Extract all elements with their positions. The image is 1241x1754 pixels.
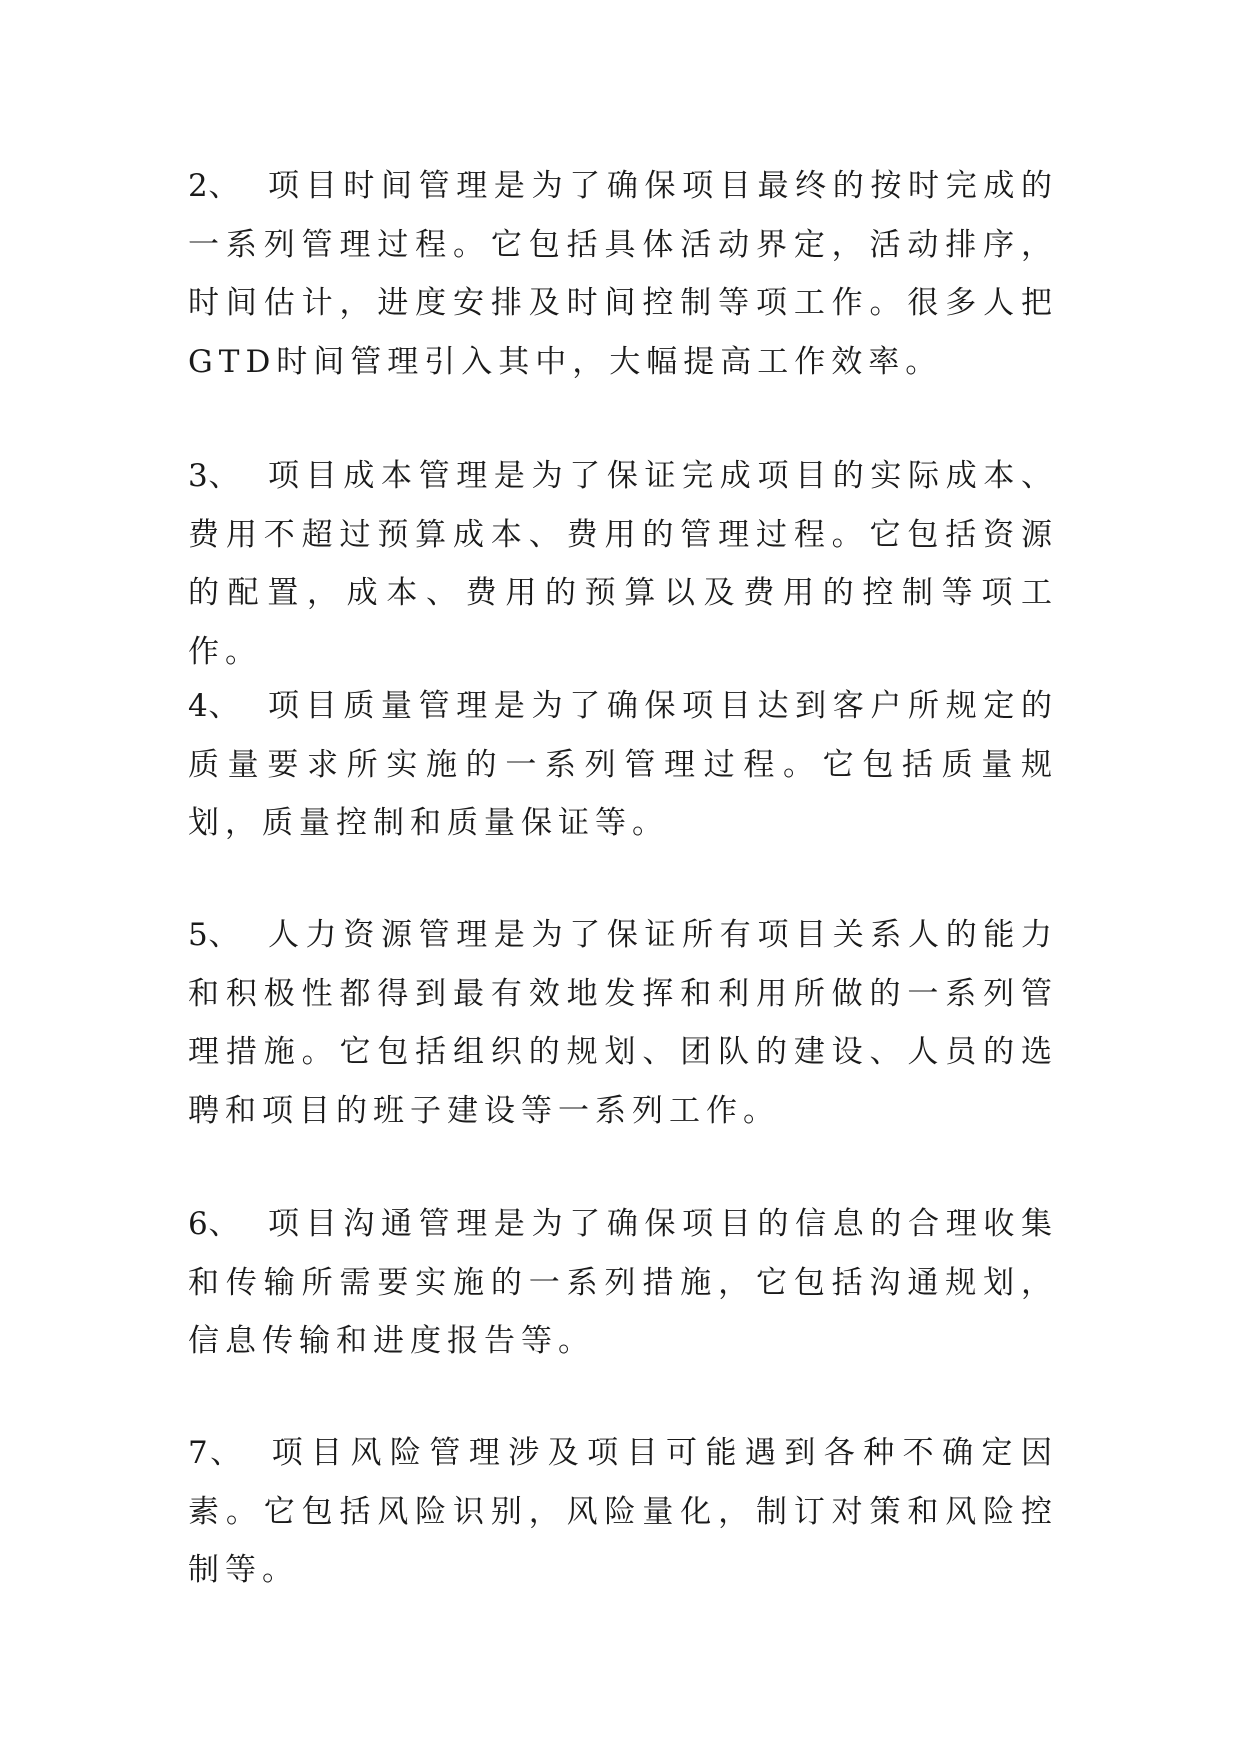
paragraph-text: 项目质量管理是为了确保项目达到客户所规定的质量要求所实施的一系列管理过程。它包括质量规划，质量控制和质量保证等。 [188, 688, 1058, 841]
paragraph-number: 7、 [188, 1435, 244, 1471]
paragraph-text: 项目风险管理涉及项目可能遇到各种不确定因素。它包括风险识别，风险量化，制订对策和风险控制等。 [188, 1435, 1058, 1588]
paragraph-item [188, 1424, 1058, 1600]
paragraph-text: 项目沟通管理是为了确保项目的信息的合理收集和传输所需要实施的一系列措施，它包括沟通规划，信息传输和进度报告等。 [188, 1206, 1058, 1359]
paragraph-item [188, 447, 1058, 681]
paragraph-text: 项目时间管理是为了确保项目最终的按时完成的一系列管理过程。它包括具体活动界定，活动排序，时间估计，进度安排及时间控制等项工作。很多人把GTD时间管理引入其中，大幅提高工作效率。 [188, 168, 1058, 380]
paragraph-number: 4、 [188, 688, 241, 724]
paragraph-item [188, 677, 1058, 853]
paragraph-text: 人力资源管理是为了保证所有项目关系人的能力和积极性都得到最有效地发挥和利用所做的一系列管理措施。它包括组织的规划、团队的建设、人员的选聘和项目的班子建设等一系列工作。 [188, 917, 1058, 1129]
paragraph-number: 3、 [188, 458, 241, 494]
paragraph-number: 2、 [188, 168, 241, 204]
paragraph-item [188, 1195, 1058, 1371]
paragraph-item [188, 906, 1058, 1140]
paragraph-number: 5、 [188, 917, 241, 953]
paragraph-text: 项目成本管理是为了保证完成项目的实际成本、费用不超过预算成本、费用的管理过程。它包括资源的配置，成本、费用的预算以及费用的控制等项工作。 [188, 458, 1058, 670]
paragraph-item [188, 157, 1058, 391]
paragraph-number: 6、 [188, 1206, 241, 1242]
